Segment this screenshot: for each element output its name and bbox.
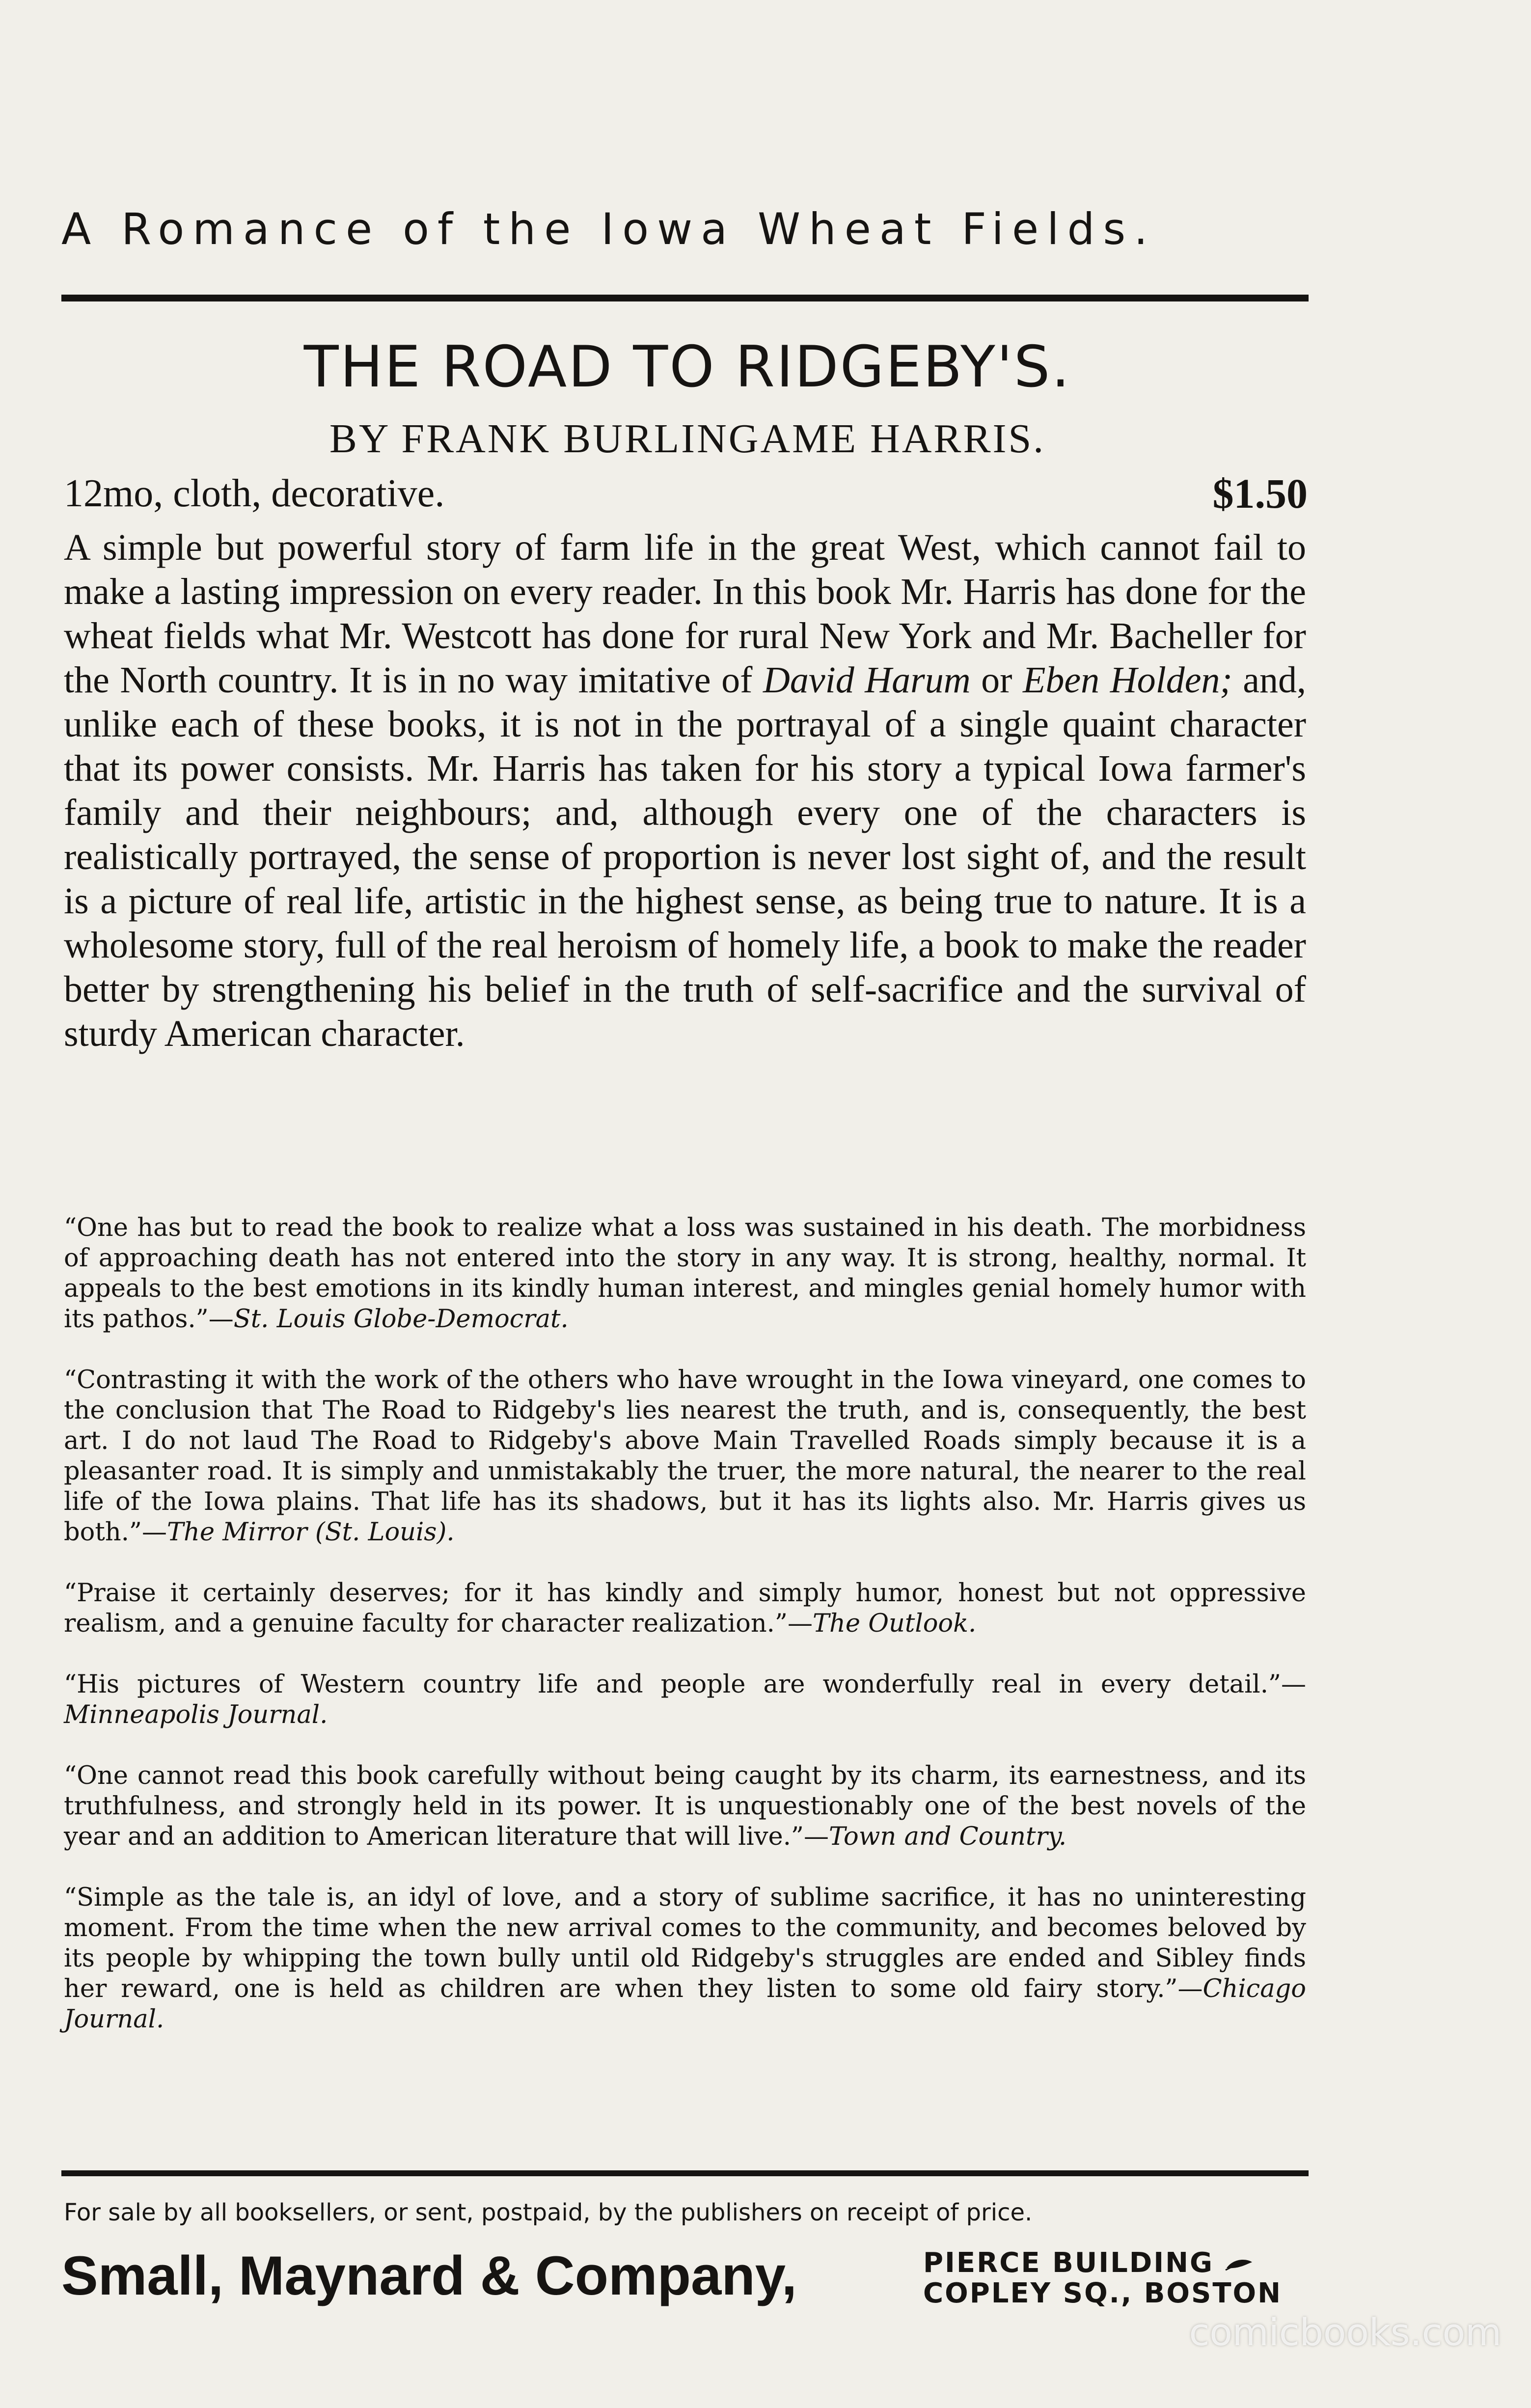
watermark: comicbooks.com <box>1189 2310 1502 2354</box>
review-quote <box>64 1365 1306 1548</box>
review-source: St. Louis Globe-Democrat. <box>233 1305 569 1334</box>
book-description <box>64 525 1306 1056</box>
leaf-ornament-icon <box>1225 2257 1254 2272</box>
description-italic-title: Eben Holden; <box>1023 659 1232 701</box>
review-quote <box>64 1213 1306 1335</box>
book-title: THE ROAD TO RIDGEBY'S. <box>303 334 1071 400</box>
book-format: 12mo, cloth, decorative. <box>64 472 445 515</box>
address-line-1: PIERCE BUILDING <box>923 2248 1282 2278</box>
description-italic-title: David Harum <box>763 659 971 701</box>
sale-note: For sale by all booksellers, or sent, postpaid, by the publishers on receipt of price. <box>64 2199 1033 2226</box>
review-quote <box>64 1761 1306 1852</box>
book-price: $1.50 <box>1212 470 1308 517</box>
review-text: “His pictures of Western country life and people are wonderfully real in every detail.”— <box>64 1670 1306 1699</box>
top-rule <box>61 295 1309 301</box>
publisher-name: Small, Maynard & Company, <box>61 2245 797 2306</box>
review-source: Chicago Journal. <box>64 1974 1306 2034</box>
review-quote <box>64 1883 1306 2035</box>
review-source: The Mirror (St. Louis). <box>166 1518 455 1547</box>
review-quote <box>64 1669 1306 1730</box>
tagline: A Romance of the Iowa Wheat Fields. <box>61 204 1156 254</box>
review-text: “Praise it certainly deserves; for it has kindly and simply humor, honest but not oppressive realism, and a genuine faculty for character realization.”— <box>64 1579 1306 1638</box>
review-text: “One has but to read the book to realize what a loss was sustained in his death. The morbidness of approaching death has not entered into the story in any way. It is strong, healthy, normal. It appeals to the best emotions in its kindly human interest, and mingles genial homely humor with its pathos.”— <box>64 1213 1306 1334</box>
review-source: The Outlook. <box>812 1609 977 1638</box>
bottom-rule <box>61 2170 1309 2176</box>
book-author: BY FRANK BURLINGAME HARRIS. <box>329 416 1046 462</box>
description-text: or <box>970 659 1023 701</box>
review-text: “Contrasting it with the work of the others who have wrought in the Iowa vineyard, one comes to the conclusion that The Road to Ridgeby's lies nearest the truth, and is, consequently, the best art. I do not laud The Road to Ridgeby's above Main Travelled Roads simply because it is a pleasanter road. It is simply and unmistakably the truer, the more natural, the nearer to the real life of the Iowa plains. That life has its shadows, but it has its lights also. Mr. Harris gives us both.”— <box>64 1366 1306 1547</box>
review-quote <box>64 1578 1306 1639</box>
review-source: Minneapolis Journal. <box>64 1700 328 1729</box>
address-line-2: COPLEY SQ., BOSTON <box>923 2277 1283 2309</box>
description-text: and, unlike each of these books, it is not in the portrayal of a single quaint character that its power consists. Mr. Harris has taken for his story a typical Iowa farmer's family and their neighbours; and, although every one of the characters is realistically portrayed, the sense of proportion is never lost sight of, and the result is a picture of real life, artistic in the highest sense, as being true to nature. It is a wholesome story, full of the real heroism of homely life, a book to make the reader better by strengthening his belief in the truth of self-sacrifice and the survival of sturdy American character. <box>64 659 1306 1054</box>
description-text: A simple but powerful story of farm life in the great West, which cannot fail to make a lasting impression on every reader. In this book Mr. Harris has done for the wheat fields what Mr. Westcott has done for rural New York and Mr. Bacheller for the North country. It is in no way imitative of <box>64 527 1306 701</box>
review-list <box>64 1213 1306 2065</box>
review-source: Town and Country. <box>829 1822 1067 1851</box>
publisher-address <box>923 2248 1282 2309</box>
review-text: “One cannot read this book carefully without being caught by its charm, its earnestness, and its truthfulness, and strongly held in its power. It is unquestionably one of the best novels of the year and an addition to American literature that will live.”— <box>64 1761 1306 1851</box>
review-text: “Simple as the tale is, an idyl of love, and a story of sublime sacrifice, it has no uninteresting moment. From the time when the new arrival comes to the community, and becomes beloved by its people by whipping the town bully until old Ridgeby's struggles are ended and Sibley finds her reward, one is held as children are when they listen to some old fairy story.”— <box>64 1883 1306 2003</box>
